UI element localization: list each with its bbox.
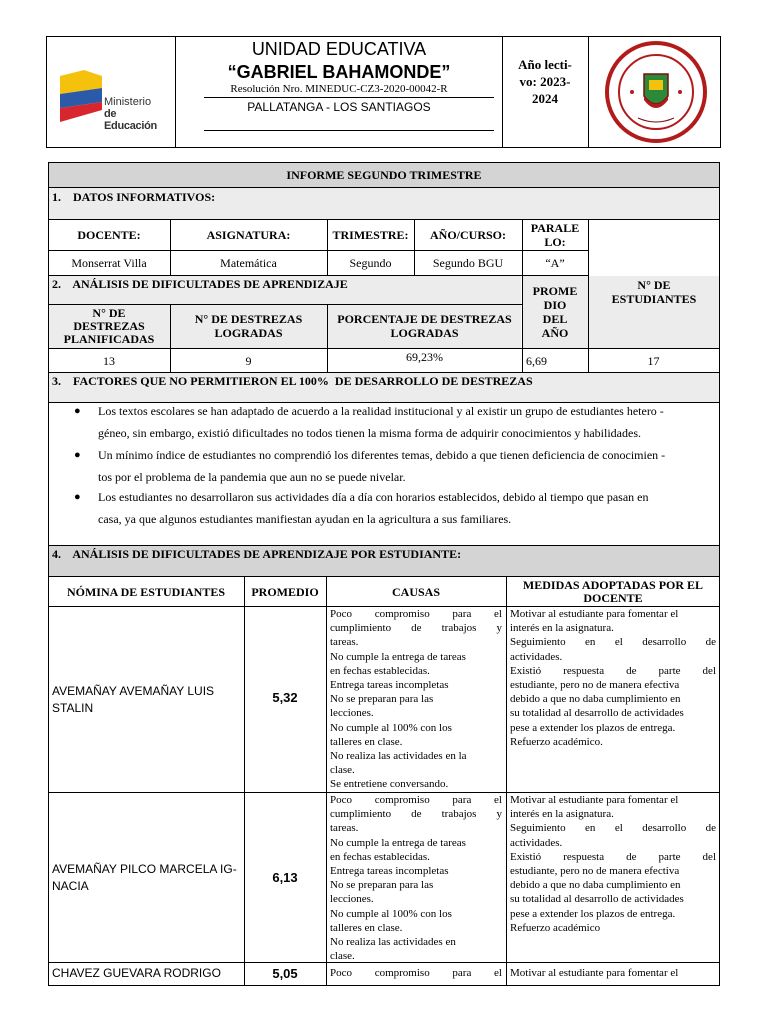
school-name-line1: UNIDAD EDUCATIVA <box>251 39 427 59</box>
bullet-icon: ● <box>74 449 81 461</box>
student-name: CHAVEZ GUEVARA RODRIGO <box>52 966 221 980</box>
factor-2-line2: tos por el problema de la pandemia que aun no se puede nivelar. <box>98 470 406 484</box>
asignatura-value: Matemática <box>220 256 277 270</box>
col-promedio: PROME DIO DEL AÑO <box>532 284 578 340</box>
paralelo-value: “A” <box>545 256 565 270</box>
resolution-number: Resolución Nro. MINEDUC-CZ3-2020-00042-R <box>230 83 448 95</box>
student-average: 5,05 <box>272 966 298 981</box>
col-medidas: MEDIDAS ADOPTADAS POR EL DOCENTE <box>522 577 704 605</box>
destrezas-planificadas-value: 13 <box>103 354 115 368</box>
section2-heading: 2. ANÁLISIS DE DIFICULTADES DE APRENDIZAJE <box>52 277 348 291</box>
col-promedio-estudiante: PROMEDIO <box>251 584 319 599</box>
student-measures: Motivar al estudiante para fomentar el interés en la asignatura. Seguimiento en el desarrollo de actividades. Existió respuesta de parte del estudiante, pero no de manera efectiva debido a que no daba cumplimiento en su totalidad al desarrollo de actividades pese a extender los plazos de entrega. Refuerzo académico <box>510 794 716 934</box>
school-seal <box>604 40 708 144</box>
ministry-name-line2: de Educación <box>104 108 157 132</box>
col-curso: AÑO/CURSO: <box>429 228 506 242</box>
student-average: 5,32 <box>272 690 298 705</box>
bullet-icon: ● <box>74 405 81 417</box>
factor-2-line1: Un mínimo índice de estudiantes no comprendió los diferentes temas, debido a que tienen deficiencia de conocimien - <box>98 448 666 462</box>
col-nomina: NÓMINA DE ESTUDIANTES <box>66 584 226 599</box>
student-measures: Motivar al estudiante para fomentar el <box>510 967 679 979</box>
student-name: AVEMAÑAY AVEMAÑAY LUIS STALIN <box>52 684 215 715</box>
porcentaje-value: 69,23% <box>406 350 443 364</box>
docente-value: Monserrat Villa <box>71 256 147 270</box>
section3-heading: 3. FACTORES QUE NO PERMITIERON EL 100% DE DESARROLLO DE DESTREZAS <box>52 374 533 388</box>
school-location: PALLATANGA - LOS SANTIAGOS <box>247 100 431 114</box>
col-causas: CAUSAS <box>391 584 440 599</box>
school-seal-icon <box>604 40 708 144</box>
student-causes: Poco compromiso para el cumplimiento de trabajos y tareas. No cumple la entrega de tareas en fechas establecidas. Entrega tareas incompletas No se preparan para las lecciones. No cumple al 100% con los talleres en clase. No realiza las actividades en clase. <box>330 794 502 963</box>
factor-1-line2: géneo, sin embargo, existió dificultades no todos tienen la misma forma de adquirir conocimientos y habilidades. <box>98 426 641 440</box>
curso-value: Segundo BGU <box>432 256 504 270</box>
factor-1-line1: Los textos escolares se han adaptado de acuerdo a la realidad institucional y al existir un grupo de estudiantes hetero - <box>98 404 664 418</box>
student-name: AVEMAÑAY PILCO MARCELA IG- NACIA <box>52 862 237 893</box>
col-destrezas-logradas: N° DE DESTREZAS LOGRADAS <box>194 312 303 340</box>
report-title: INFORME SEGUNDO TRIMESTRE <box>49 163 719 187</box>
factor-3-line2: casa, ya que algunos estudiantes manifiestan ayudan en la agricultura a sus familiares. <box>98 512 512 526</box>
col-destrezas-planificadas: N° DE DESTREZAS PLANIFICADAS <box>63 305 155 346</box>
col-porcentaje: PORCENTAJE DE DESTREZAS LOGRADAS <box>337 312 512 340</box>
col-paralelo: PARALE LO: <box>530 221 580 249</box>
trimestre-value: Segundo <box>349 256 392 270</box>
col-trimestre: TRIMESTRE: <box>332 228 409 242</box>
school-year: Año lecti-vo: 2023-2024 <box>518 57 572 106</box>
bullet-icon: ● <box>74 491 81 503</box>
col-asignatura: ASIGNATURA: <box>206 228 291 242</box>
ministry-name-line1: Ministerio <box>104 96 152 108</box>
col-estudiantes: N° DE ESTUDIANTES <box>611 278 697 306</box>
student-causes: Poco compromiso para el cumplimiento de trabajos y tareas. No cumple la entrega de tareas en fechas establecidas. Entrega tareas incompletas No se preparan para las lecciones. No cumple al 100% con los talleres en clase. No realiza las actividades en la clase. Se entretiene conversando. <box>330 608 502 791</box>
section1-heading: 1. DATOS INFORMATIVOS: <box>52 190 216 204</box>
factor-3-line1: Los estudiantes no desarrollaron sus actividades día a día con horarios establecidos, debido al tiempo que pasan en <box>98 490 649 504</box>
school-name-line2: “GABRIEL BAHAMONDE” <box>227 62 451 82</box>
student-causes: Poco compromiso para el <box>330 967 502 979</box>
section4-heading: 4. ANÁLISIS DE DIFICULTADES DE APRENDIZAJE POR ESTUDIANTE: <box>52 547 462 561</box>
col-docente: DOCENTE: <box>77 228 141 242</box>
ministry-logo <box>56 66 168 132</box>
ecuador-flag-icon <box>56 68 106 124</box>
student-average: 6,13 <box>272 870 298 885</box>
estudiantes-value: 17 <box>647 354 660 368</box>
promedio-value: 6,69 <box>526 354 547 368</box>
student-measures: Motivar al estudiante para fomentar el interés en la asignatura. Seguimiento en el desarrollo de actividades. Existió respuesta de parte del estudiante, pero no de manera efectiva debido a que no daba cumplimiento en su totalidad al desarrollo de actividades pese a extender los plazos de entrega. Refuerzo académico. <box>510 608 716 748</box>
destrezas-logradas-value: 9 <box>245 354 252 368</box>
